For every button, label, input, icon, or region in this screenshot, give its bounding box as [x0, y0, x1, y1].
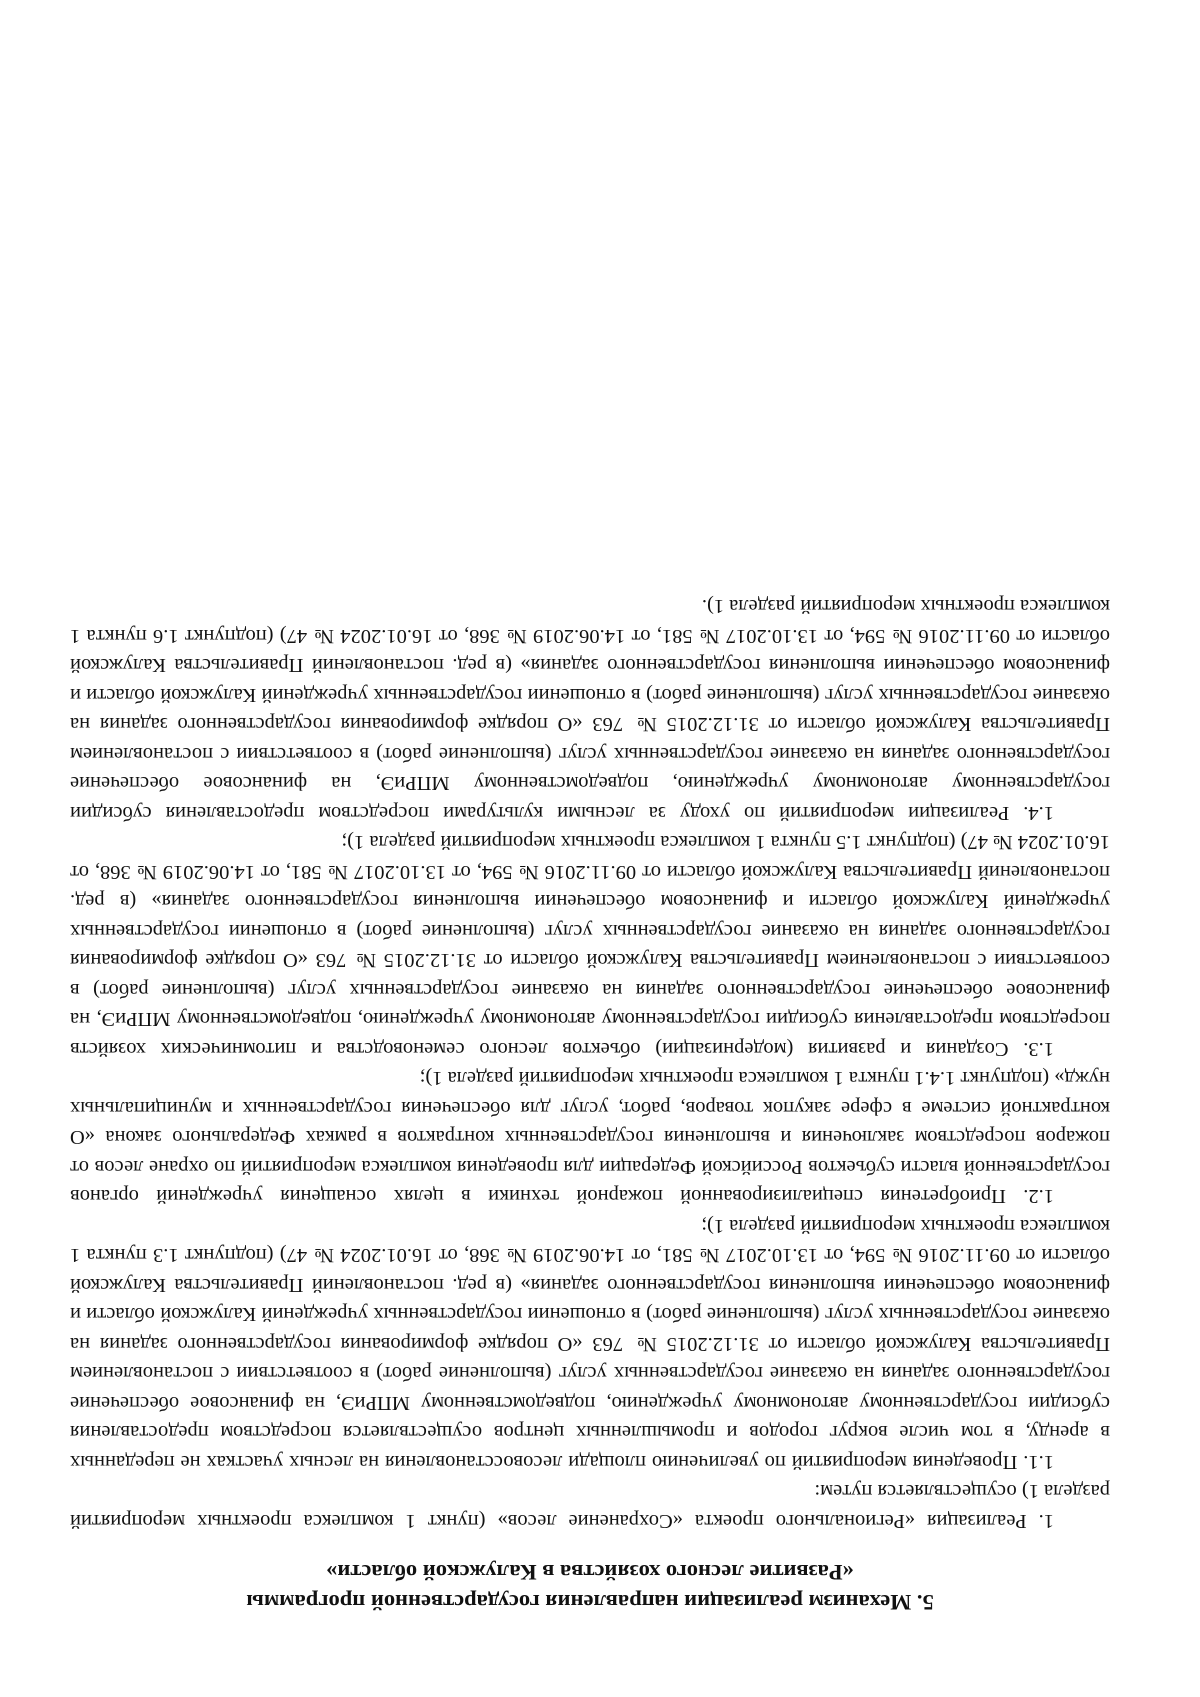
paragraph-1-1: 1.1. Проведения мероприятий по увеличению площади лесовосстановления на лесных участках не переданных в аренду, в том числе вокруг городов и промышленных центров осуществляется посредством предоставления субсидии государственному автономному учреждению, подведомственному МПРиЭ, на финансовое обеспечение государственного задания на оказание государственных услуг (выполнение работ) в соответствии с постановлением Правительства Калужской области от 31.12.2015 № 763 «О порядке формирования государственного задания на оказание государственных услуг (выполнение работ) в отношении государственных учреждений Калужской области и финансовом обеспечении выполнения государственного задания» (в ред. постановлений Правительства Калужской области от 09.11.2016 № 594, от 13.10.2017 № 581, от 14.06.2019 № 368, от 16.01.2024 № 47) (подпункт 1.3 пункта 1 комплекса проектных мероприятий раздела 1);	[70, 1215, 1110, 1473]
paragraph-1-2: 1.2. Приобретения специализированной пожарной техники в целях оснащения учреждений органов государственной власти субъектов Российской Федерации для проведения комплекса мероприятий по охране лесов от пожаров посредством заключения и выполнения государственных контрактов в рамках Федерального закона «О контрактной системе в сфере закупок товаров, работ, услуг для обеспечения государственных и муниципальных нужд» (подпункт 1.4.1 пункта 1 комплекса проектных мероприятий раздела 1);	[70, 1067, 1110, 1208]
paragraph-1-3: 1.3. Создания и развития (модернизации) объектов лесного семеноводства и питомнических хозяйств посредством предоставления субсидии государственному автономному учреждению, подведомственному МПРиЭ, на финансовое обеспечение государственного задания на оказание государственных услуг (выполнение работ) в соответствии с постановлением Правительства Калужской области от 31.12.2015 № 763 «О порядке формирования государственного задания на оказание государственных услуг (выполнение работ) в отношении государственных учреждений Калужской области и финансовом обеспечении выполнения государственного задания» (в ред. постановлений Правительства Калужской области от 09.11.2016 № 594, от 13.10.2017 № 581, от 14.06.2019 № 368, от 16.01.2024 № 47) (подпункт 1.5 пункта 1 комплекса проектных мероприятий раздела 1);	[70, 831, 1110, 1060]
paragraph-1: 1. Реализация «Регионального проекта «Сохранение лесов» (пункт 1 комплекса проектных мероприятий раздела 1) осуществляется путем:	[70, 1480, 1110, 1532]
section-title-line-1: 5. Механизм реализации направления государственной программы	[246, 1590, 934, 1615]
section-title	[70, 1557, 1110, 1617]
document-body	[70, 591, 1110, 1617]
section-title-line-2: «Развитие лесного хозяйства в Калужской области»	[326, 1560, 854, 1585]
paragraph-1-4: 1.4. Реализации мероприятий по уходу за лесными культурами посредством предоставления субсидии государственному автономному учреждению, подведомственному МПРиЭ, на финансовое обеспечение государственного задания на оказание государственных услуг (выполнение работ) в соответствии с постановлением Правительства Калужской области от 31.12.2015 № 763 «О порядке формирования государственного задания на оказание государственных услуг (выполнение работ) в отношении государственных учреждений Калужской области и финансовом обеспечении выполнения государственного задания» (в ред. постановлений Правительства Калужской области от 09.11.2016 № 594, от 13.10.2017 № 581, от 14.06.2019 № 368, от 16.01.2024 № 47) (подпункт 1.6 пункта 1 комплекса проектных мероприятий раздела 1).	[70, 595, 1110, 824]
